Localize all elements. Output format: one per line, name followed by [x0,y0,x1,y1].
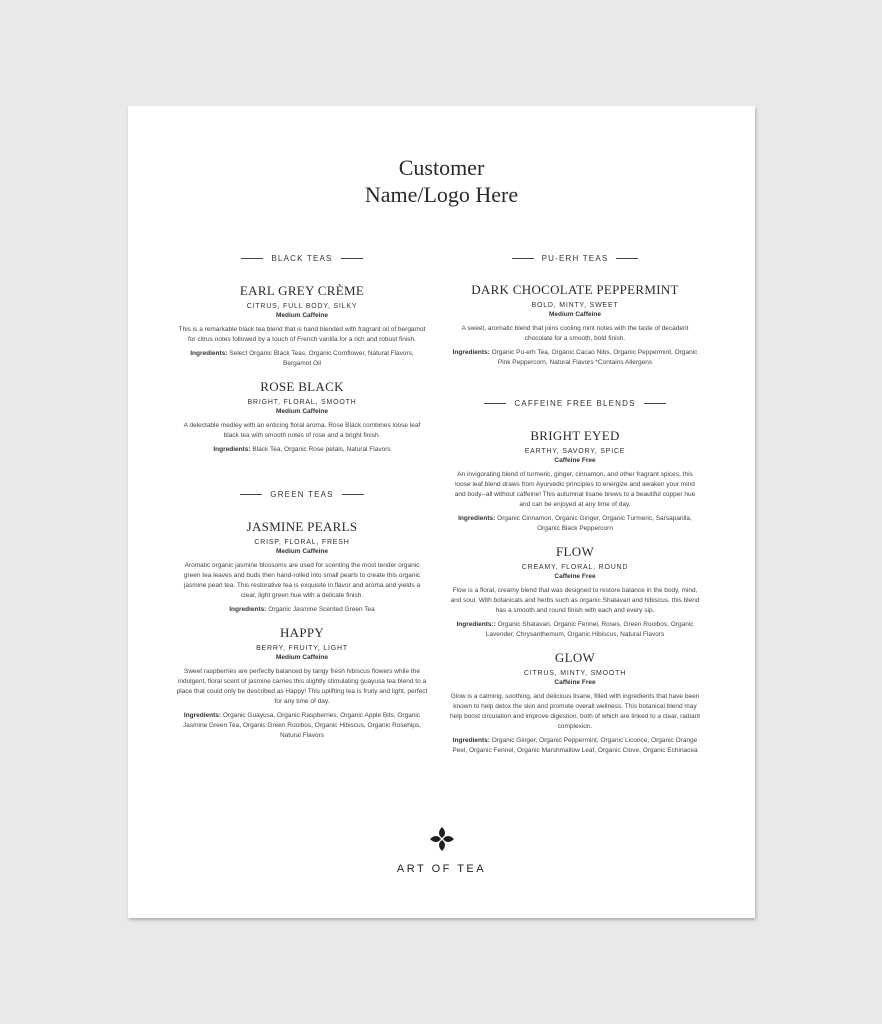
tea-flow [449,544,701,640]
tea-notes: CREAMY, FLORAL, ROUND [521,564,629,571]
tea-notes: CRISP, FLORAL, FRESH [254,539,350,546]
tea-name: FLOW [555,544,595,559]
tea-description: Aromatic organic jasmine blossoms are used for scenting the most tender organic green tea leaves and buds then hand-rolled into small pearls to create this organic jasmine pearl tea. This restorative tea is exquisite in flavor and aroma and yields a clear, light green hue with a delicate finish. [183,562,421,599]
tea-earl-grey-creme [176,283,428,369]
left-column [176,251,428,741]
tea-name: HAPPY [279,625,325,640]
menu-page [128,106,755,918]
tea-ingredients: Ingredients:: Organic Shatavari, Organic Fennel, Roses, Green Rooibos, Organic Lavender, Chrysanthemum, Organic Hibiscus, Natural Flavors [456,621,694,638]
tea-notes: BRIGHT, FLORAL, SMOOTH [247,399,357,406]
divider [484,403,506,404]
tea-caffeine: Caffeine Free [554,679,596,686]
four-petal-flower-icon [429,826,455,852]
tea-description: A delectable medley with an enticing floral aroma. Rose Black combines loose leaf black tea with smooth notes of rose and a bright finish. [183,422,421,439]
tea-name: BRIGHT EYED [530,428,620,443]
tea-ingredients: Ingredients: Organic Cinnamon, Organic Ginger, Organic Turmeric, Sarsaparilla, Organic Black Peppercorn [458,515,692,532]
divider [342,494,364,495]
tea-description: Flow is a floral, creamy blend that was designed to restore balance in the body, mind, and soul. With botanicals and herbs such as organic Shatavari and hibiscus, this blend has a smooth and round finish with each and every sip. [450,587,700,614]
divider [512,258,534,259]
divider [644,403,666,404]
tea-notes: EARTHY, SAVORY, SPICE [524,448,626,455]
tea-description: This is a remarkable black tea blend that is hand blended with fragrant oil of bergamot for citrus notes followed by a touch of French vanilla for a rich and robust finish. [178,326,426,343]
tea-ingredients: Ingredients: Select Organic Black Teas, Organic Cornflower, Natural Flavors, Bergamot Oil [190,350,414,367]
tea-description: A sweet, aromatic blend that joins cooling mint notes with the taste of decadent chocolate for a smooth, bold finish. [461,325,689,342]
tea-notes: CITRUS, MINTY, SMOOTH [523,670,627,677]
tea-caffeine: Medium Caffeine [275,548,328,555]
tea-caffeine: Medium Caffeine [275,408,328,415]
tea-caffeine: Medium Caffeine [275,312,328,319]
right-column [449,251,701,756]
tea-ingredients: Ingredients: Organic Jasmine Scented Green Tea [229,606,375,613]
tea-caffeine: Caffeine Free [554,457,596,464]
title-line-1: Customer [398,155,485,180]
tea-name: DARK CHOCOLATE PEPPERMINT [471,282,679,297]
tea-caffeine: Caffeine Free [554,573,596,580]
tea-happy [176,625,428,741]
divider [616,258,638,259]
tea-ingredients: Ingredients: Black Tea, Organic Rose petals, Natural Flavors [213,446,391,453]
tea-description: An invigorating blend of turmeric, ginger, cinnamon, and other fragrant spices, this loose leaf blend draws from Ayurvedic principles to energize and awaken your mind and body--all without caffeine! This autumnal tisane brews to a beautiful copper hue and can be enjoyed at any time of day. [454,471,696,508]
tea-name: EARL GREY CRÈME [239,283,365,298]
tea-caffeine: Medium Caffeine [548,311,601,318]
divider [240,494,262,495]
tea-bright-eyed [449,428,701,534]
tea-ingredients: Ingredients: Organic Guayusa, Organic Raspberries, Organic Apple Bits, Organic Jasmine Green Tea, Organic Green Rooibos, Organic Hibiscus, Organic Rosehips, Natural Flavors [183,712,421,739]
art-of-tea-logo [128,826,755,875]
tea-name: JASMINE PEARLS [246,519,358,534]
tea-ingredients: Ingredients: Organic Ginger, Organic Peppermint, Organic Licorice, Organic Orange Peel, Organic Fennel, Organic Marshmallow Leaf, Organic Clove, Organic Echinacea [452,737,698,754]
tea-description: Glow is a calming, soothing, and delicious tisane, filled with ingredients that have been known to help detox the skin and promote overall wellness. This botanical blend may help boost circulation and improve digestion, both of which are linked to a clear, radiant complexion. [449,693,701,730]
tea-notes: BERRY, FRUITY, LIGHT [256,645,348,652]
tea-jasmine-pearls [176,519,428,615]
divider [241,258,263,259]
customer-title [128,154,755,208]
tea-notes: BOLD, MINTY, SWEET [531,302,619,309]
section-heading-caffeine-free-blends: CAFFEINE FREE BLENDS [449,396,701,410]
tea-dark-chocolate-peppermint [449,282,701,368]
tea-notes: CITRUS, FULL BODY, SILKY [246,303,358,310]
tea-ingredients: Ingredients: Organic Pu-erh Tea, Organic Cacao Nibs, Organic Peppermint, Organic Pink Peppercorn, Natural Flavors *Contains Allergens [452,349,698,366]
tea-caffeine: Medium Caffeine [275,654,328,661]
divider [341,258,363,259]
tea-name: ROSE BLACK [260,379,344,394]
section-heading-pu-erh-teas: PU-ERH TEAS [449,251,701,265]
tea-glow [449,650,701,756]
title-line-2: Name/Logo Here [364,182,519,207]
tea-rose-black [176,379,428,455]
section-heading-green-teas: GREEN TEAS [176,487,428,501]
brand-name: ART OF TEA [396,863,487,875]
section-heading-black-teas: BLACK TEAS [176,251,428,265]
tea-description: Sweet raspberries are perfectly balanced by tangy fresh hibiscus flowers while the indulgent, floral scent of jasmine carries this slightly stimulating guayusa tea blend to a place that could only be described as Happy! This uplifting tea is fruity and light, perfect for any time of day. [176,668,428,705]
tea-name: GLOW [554,650,596,665]
